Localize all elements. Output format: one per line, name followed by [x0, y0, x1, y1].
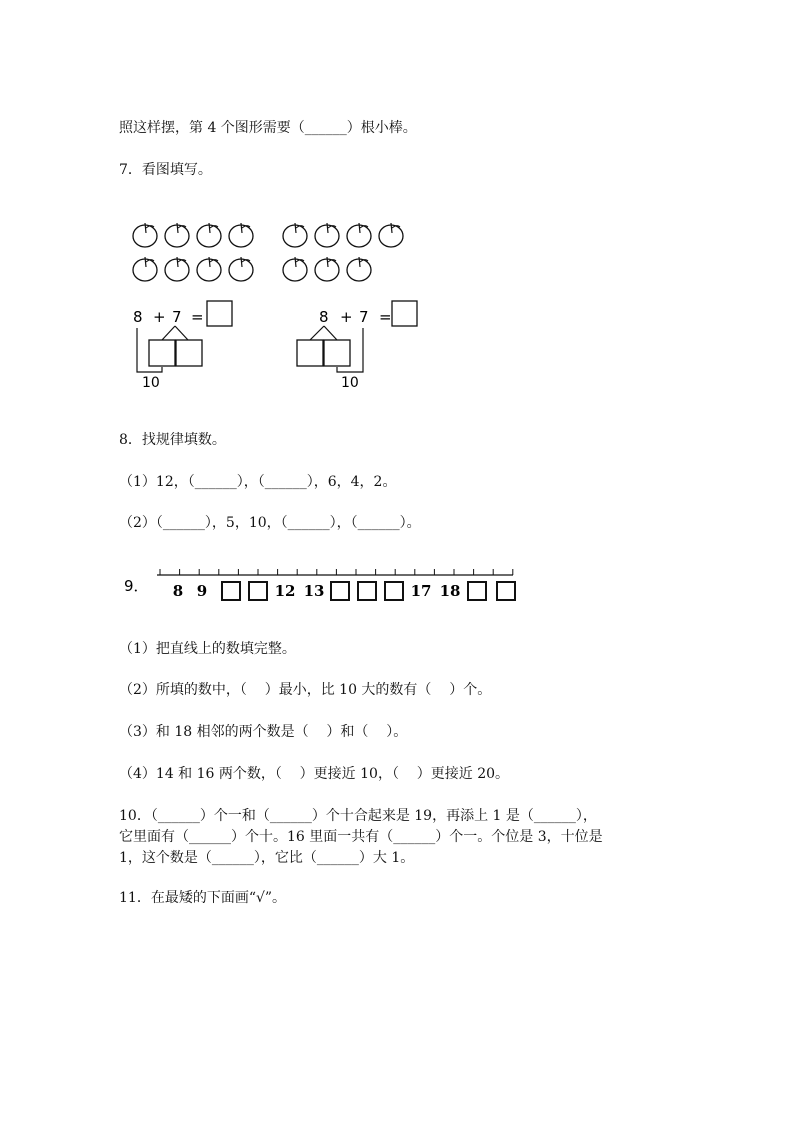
blank-number-box	[222, 582, 240, 600]
apple-icon	[133, 257, 157, 281]
blank-number-box	[331, 582, 349, 600]
blank-number-box	[385, 582, 403, 600]
q7-left-split-box	[149, 340, 175, 366]
q9-part-1: （1）把直线上的数填完整。	[119, 641, 296, 657]
apple-icon	[347, 223, 371, 247]
q9-number-line	[124, 569, 515, 600]
q7-right-equation	[297, 301, 417, 391]
q7-left-ten: 10	[142, 375, 160, 391]
apple-icon	[165, 223, 189, 247]
apple-icon	[229, 223, 253, 247]
split-line	[310, 326, 324, 340]
number-label: 12	[274, 582, 296, 600]
q7-right-eq: =	[379, 308, 392, 326]
q7-right-split-box	[297, 340, 323, 366]
blank-number-box	[468, 582, 486, 600]
apple-icon	[165, 257, 189, 281]
q7-right-op: +	[340, 308, 353, 326]
q7-left-answer-box	[207, 301, 232, 326]
q8-part-2: （2）（______），5，10，（______），（______）。	[119, 515, 421, 531]
blank-number-box	[358, 582, 376, 600]
blank-number-box	[497, 582, 515, 600]
q11-heading: 11．在最矮的下面画“√”。	[119, 890, 287, 906]
q7-right-ten: 10	[341, 375, 359, 391]
q7-left-n2: 7	[172, 308, 182, 326]
split-line	[175, 326, 188, 340]
q10-line-1: 10．（______）个一和（______）个十合起来是 19，再添上 1 是（______），	[119, 808, 597, 824]
q7-heading: 7．看图填写。	[119, 162, 212, 178]
q10-line-2: 它里面有（______）个十。16 里面一共有（______）个一。个位是 3，十位是	[119, 829, 603, 845]
q10-line-3: 1，这个数是（______），它比（______）大 1。	[119, 850, 415, 866]
apple-group	[133, 223, 403, 281]
number-label: 13	[303, 582, 325, 600]
q7-left-n1: 8	[133, 308, 143, 326]
number-label: 8	[172, 582, 184, 600]
q7-right-n1: 8	[319, 308, 329, 326]
tick-marks	[160, 569, 513, 575]
blank-number-box	[249, 582, 267, 600]
apple-icon	[197, 257, 221, 281]
q9-part-2: （2）所填的数中，（ ）最小，比 10 大的数有（ ）个。	[119, 682, 492, 698]
q6-text: 照这样摆，第 4 个图形需要（______）根小棒。	[119, 120, 417, 136]
apple-icon	[347, 257, 371, 281]
split-line	[324, 326, 337, 340]
split-line	[162, 326, 175, 340]
q7-left-op: +	[153, 308, 166, 326]
apple-icon	[283, 223, 307, 247]
number-cells	[173, 582, 515, 600]
number-label: 18	[439, 582, 461, 600]
q8-part-1: （1）12，（______），（______），6，4，2。	[119, 474, 397, 490]
q8-heading: 8．找规律填数。	[119, 432, 226, 448]
q7-right-split-box	[324, 340, 350, 366]
q9-label: 9．	[124, 577, 149, 595]
apple-icon	[315, 257, 339, 281]
q9-part-4: （4）14 和 16 两个数，（ ）更接近 10，（ ）更接近 20。	[119, 766, 510, 782]
apple-icon	[283, 257, 307, 281]
q7-left-eq: =	[191, 308, 204, 326]
apple-icon	[379, 223, 403, 247]
apple-icon	[229, 257, 253, 281]
apple-icon	[133, 223, 157, 247]
q9-part-3: （3）和 18 相邻的两个数是（ ）和（ ）。	[119, 724, 408, 740]
apple-icon	[197, 223, 221, 247]
number-label: 9	[196, 582, 208, 600]
q7-right-answer-box	[392, 301, 417, 326]
number-label: 17	[410, 582, 432, 600]
q7-right-n2: 7	[359, 308, 369, 326]
q7-left-equation	[133, 301, 232, 391]
apple-icon	[315, 223, 339, 247]
q7-left-split-box	[176, 340, 202, 366]
